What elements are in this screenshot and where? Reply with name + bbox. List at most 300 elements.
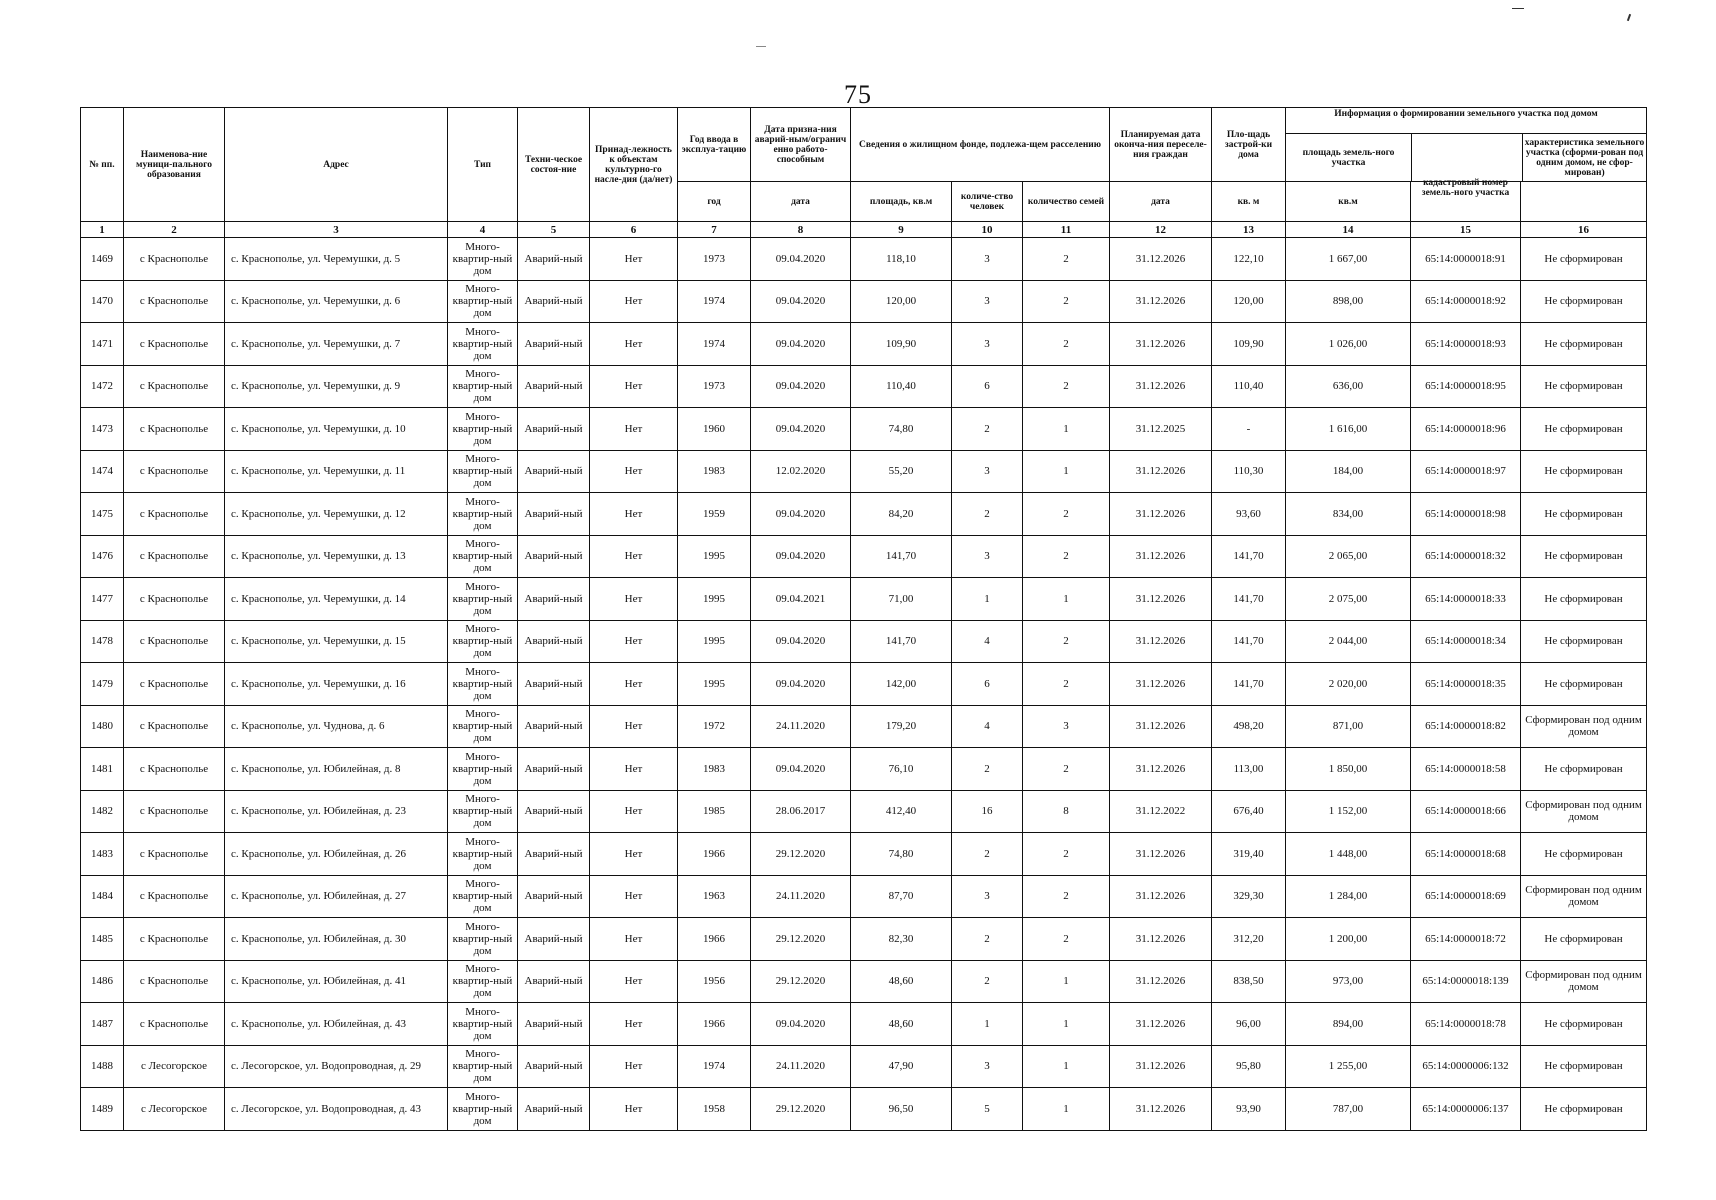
land-area-cell: 184,00 (1286, 450, 1411, 493)
municipality-cell: с Краснополье (124, 323, 225, 366)
families-cell: 2 (1023, 918, 1110, 961)
cadastral-number-cell: 65:14:0000018:58 (1411, 748, 1521, 791)
heritage-cell: Нет (590, 875, 678, 918)
emergency-date-cell: 29.12.2020 (751, 960, 851, 1003)
type-cell: Много-квартир-ный дом (448, 960, 518, 1003)
area-cell: 110,40 (851, 365, 952, 408)
emergency-date-cell: 09.04.2020 (751, 408, 851, 451)
land-characteristic-cell: Не сформирован (1521, 535, 1647, 578)
area-cell: 141,70 (851, 535, 952, 578)
address-cell: с. Краснополье, ул. Черемушки, д. 10 (225, 408, 448, 451)
row-number-cell: 1483 (81, 833, 124, 876)
scan-mark (1512, 8, 1524, 9)
area-cell: 84,20 (851, 493, 952, 536)
state-cell: Аварий-ный (518, 663, 590, 706)
cadastral-number-cell: 65:14:0000018:32 (1411, 535, 1521, 578)
land-characteristic-cell: Не сформирован (1521, 1003, 1647, 1046)
municipality-cell: с Краснополье (124, 833, 225, 876)
state-cell: Аварий-ный (518, 960, 590, 1003)
municipality-cell: с Краснополье (124, 280, 225, 323)
emergency-date-cell: 09.04.2020 (751, 365, 851, 408)
row-number-cell: 1484 (81, 875, 124, 918)
land-characteristic-cell: Не сформирован (1521, 578, 1647, 621)
cadastral-number-cell: 65:14:0000018:66 (1411, 790, 1521, 833)
resettlement-date-cell: 31.12.2026 (1110, 663, 1212, 706)
row-number-cell: 1489 (81, 1088, 124, 1131)
land-area-cell: 2 075,00 (1286, 578, 1411, 621)
municipality-cell: с Краснополье (124, 875, 225, 918)
built-area-cell: 110,30 (1212, 450, 1286, 493)
column-number: 10 (952, 222, 1023, 238)
land-area-cell: 1 200,00 (1286, 918, 1411, 961)
families-cell: 1 (1023, 578, 1110, 621)
column-number: 8 (751, 222, 851, 238)
emergency-date-cell: 09.04.2020 (751, 663, 851, 706)
land-characteristic-cell: Не сформирован (1521, 280, 1647, 323)
resettlement-date-cell: 31.12.2026 (1110, 1003, 1212, 1046)
register-table (80, 107, 1647, 1131)
table-row (81, 535, 1647, 578)
families-cell: 1 (1023, 960, 1110, 1003)
land-characteristic-cell: Не сформирован (1521, 323, 1647, 366)
type-cell: Много-квартир-ный дом (448, 280, 518, 323)
state-cell: Аварий-ный (518, 280, 590, 323)
table-row (81, 833, 1647, 876)
people-cell: 2 (952, 493, 1023, 536)
row-number-cell: 1486 (81, 960, 124, 1003)
land-area-cell: 1 026,00 (1286, 323, 1411, 366)
area-cell: 120,00 (851, 280, 952, 323)
municipality-cell: с Краснополье (124, 960, 225, 1003)
land-area-cell: 2 044,00 (1286, 620, 1411, 663)
row-number-cell: 1471 (81, 323, 124, 366)
families-cell: 1 (1023, 1003, 1110, 1046)
year-cell: 1966 (678, 833, 751, 876)
families-cell: 2 (1023, 833, 1110, 876)
type-cell: Много-квартир-ный дом (448, 450, 518, 493)
row-number-cell: 1477 (81, 578, 124, 621)
municipality-cell: с Краснополье (124, 790, 225, 833)
resettlement-date-cell: 31.12.2026 (1110, 960, 1212, 1003)
table-row (81, 578, 1647, 621)
built-area-cell: 329,30 (1212, 875, 1286, 918)
state-cell: Аварий-ный (518, 535, 590, 578)
resettlement-date-cell: 31.12.2026 (1110, 1088, 1212, 1131)
built-area-cell: 676,40 (1212, 790, 1286, 833)
land-characteristic-cell: Сформирован под одним домом (1521, 960, 1647, 1003)
state-cell: Аварий-ный (518, 365, 590, 408)
land-area-cell: 894,00 (1286, 1003, 1411, 1046)
area-cell: 141,70 (851, 620, 952, 663)
heritage-cell: Нет (590, 578, 678, 621)
heritage-cell: Нет (590, 663, 678, 706)
people-cell: 3 (952, 535, 1023, 578)
cadastral-number-cell: 65:14:0000018:69 (1411, 875, 1521, 918)
year-cell: 1974 (678, 323, 751, 366)
municipality-cell: с Краснополье (124, 238, 225, 281)
year-cell: 1995 (678, 578, 751, 621)
row-number-cell: 1472 (81, 365, 124, 408)
people-cell: 3 (952, 450, 1023, 493)
state-cell: Аварий-ный (518, 875, 590, 918)
column-number: 3 (225, 222, 448, 238)
year-cell: 1966 (678, 918, 751, 961)
cadastral-number-cell: 65:14:0000018:95 (1411, 365, 1521, 408)
land-characteristic-cell: Не сформирован (1521, 493, 1647, 536)
people-cell: 1 (952, 578, 1023, 621)
address-cell: с. Краснополье, ул. Юбилейная, д. 27 (225, 875, 448, 918)
year-cell: 1974 (678, 280, 751, 323)
people-cell: 2 (952, 408, 1023, 451)
heritage-cell: Нет (590, 748, 678, 791)
year-cell: 1960 (678, 408, 751, 451)
type-cell: Много-квартир-ный дом (448, 705, 518, 748)
built-area-cell: 95,80 (1212, 1045, 1286, 1088)
land-characteristic-cell: Не сформирован (1521, 1088, 1647, 1131)
families-cell: 2 (1023, 280, 1110, 323)
resettlement-date-cell: 31.12.2026 (1110, 1045, 1212, 1088)
built-area-cell: 312,20 (1212, 918, 1286, 961)
land-characteristic-cell: Не сформирован (1521, 450, 1647, 493)
address-cell: с. Краснополье, ул. Черемушки, д. 7 (225, 323, 448, 366)
header-characteristic-sub (1521, 182, 1647, 222)
emergency-date-cell: 29.12.2020 (751, 833, 851, 876)
heritage-cell: Нет (590, 280, 678, 323)
built-area-cell: 93,90 (1212, 1088, 1286, 1131)
land-area-cell: 1 850,00 (1286, 748, 1411, 791)
land-characteristic-cell: Не сформирован (1521, 620, 1647, 663)
land-area-cell: 1 448,00 (1286, 833, 1411, 876)
municipality-cell: с Краснополье (124, 535, 225, 578)
land-area-cell: 2 020,00 (1286, 663, 1411, 706)
address-cell: с. Лесогорское, ул. Водопроводная, д. 29 (225, 1045, 448, 1088)
families-cell: 1 (1023, 450, 1110, 493)
resettlement-date-cell: 31.12.2026 (1110, 918, 1212, 961)
table-row (81, 238, 1647, 281)
header-heritage: Принад-лежность к объектам культурно-го насле-дия (да/нет) (590, 108, 678, 222)
resettlement-date-cell: 31.12.2026 (1110, 748, 1212, 791)
header-families: количество семей (1023, 182, 1110, 222)
year-cell: 1983 (678, 450, 751, 493)
municipality-cell: с Краснополье (124, 620, 225, 663)
type-cell: Много-квартир-ный дом (448, 1088, 518, 1131)
resettlement-date-cell: 31.12.2026 (1110, 493, 1212, 536)
families-cell: 8 (1023, 790, 1110, 833)
header-land-area: площадь земель-ного участка (1286, 134, 1412, 181)
families-cell: 2 (1023, 323, 1110, 366)
cadastral-number-cell: 65:14:0000018:78 (1411, 1003, 1521, 1046)
area-cell: 48,60 (851, 960, 952, 1003)
municipality-cell: с Краснополье (124, 918, 225, 961)
header-type: Тип (448, 108, 518, 222)
resettlement-date-cell: 31.12.2026 (1110, 238, 1212, 281)
families-cell: 2 (1023, 493, 1110, 536)
resettlement-date-cell: 31.12.2025 (1110, 408, 1212, 451)
area-cell: 47,90 (851, 1045, 952, 1088)
land-characteristic-cell: Не сформирован (1521, 365, 1647, 408)
municipality-cell: с Краснополье (124, 365, 225, 408)
row-number-cell: 1480 (81, 705, 124, 748)
table-row (81, 875, 1647, 918)
type-cell: Много-квартир-ный дом (448, 875, 518, 918)
land-characteristic-cell: Не сформирован (1521, 238, 1647, 281)
address-cell: с. Краснополье, ул. Юбилейная, д. 26 (225, 833, 448, 876)
year-cell: 1963 (678, 875, 751, 918)
cadastral-number-cell: 65:14:0000018:34 (1411, 620, 1521, 663)
year-cell: 1973 (678, 365, 751, 408)
table-row (81, 705, 1647, 748)
built-area-cell: 122,10 (1212, 238, 1286, 281)
families-cell: 2 (1023, 663, 1110, 706)
resettlement-date-cell: 31.12.2026 (1110, 578, 1212, 621)
column-number: 5 (518, 222, 590, 238)
built-area-cell: 141,70 (1212, 578, 1286, 621)
heritage-cell: Нет (590, 1045, 678, 1088)
year-cell: 1995 (678, 535, 751, 578)
resettlement-date-cell: 31.12.2026 (1110, 450, 1212, 493)
built-area-cell: 141,70 (1212, 535, 1286, 578)
resettlement-date-cell: 31.12.2026 (1110, 705, 1212, 748)
people-cell: 2 (952, 960, 1023, 1003)
land-characteristic-cell: Сформирован под одним домом (1521, 705, 1647, 748)
municipality-cell: с Краснополье (124, 493, 225, 536)
land-characteristic-cell: Не сформирован (1521, 833, 1647, 876)
people-cell: 3 (952, 280, 1023, 323)
address-cell: с. Краснополье, ул. Черемушки, д. 14 (225, 578, 448, 621)
cadastral-number-cell: 65:14:0000018:97 (1411, 450, 1521, 493)
type-cell: Много-квартир-ный дом (448, 535, 518, 578)
area-cell: 74,80 (851, 833, 952, 876)
resettlement-date-cell: 31.12.2026 (1110, 875, 1212, 918)
built-area-cell: 93,60 (1212, 493, 1286, 536)
heritage-cell: Нет (590, 323, 678, 366)
state-cell: Аварий-ный (518, 450, 590, 493)
people-cell: 16 (952, 790, 1023, 833)
emergency-date-cell: 24.11.2020 (751, 875, 851, 918)
row-number-cell: 1479 (81, 663, 124, 706)
families-cell: 1 (1023, 1088, 1110, 1131)
year-cell: 1995 (678, 620, 751, 663)
address-cell: с. Краснополье, ул. Черемушки, д. 5 (225, 238, 448, 281)
land-area-cell: 973,00 (1286, 960, 1411, 1003)
type-cell: Много-квартир-ный дом (448, 663, 518, 706)
address-cell: с. Краснополье, ул. Юбилейная, д. 8 (225, 748, 448, 791)
cadastral-number-cell: 65:14:0000018:92 (1411, 280, 1521, 323)
header-emergency-date: Дата призна-ния аварий-ным/огранич енно работо-способным (751, 108, 851, 182)
area-cell: 71,00 (851, 578, 952, 621)
row-number-cell: 1475 (81, 493, 124, 536)
resettlement-date-cell: 31.12.2026 (1110, 365, 1212, 408)
cadastral-number-cell: 65:14:0000018:33 (1411, 578, 1521, 621)
scan-mark (1627, 14, 1631, 21)
year-cell: 1995 (678, 663, 751, 706)
column-number: 7 (678, 222, 751, 238)
resettlement-date-cell: 31.12.2026 (1110, 620, 1212, 663)
resettlement-date-cell: 31.12.2026 (1110, 323, 1212, 366)
cadastral-number-cell: 65:14:0000006:132 (1411, 1045, 1521, 1088)
address-cell: с. Краснополье, ул. Черемушки, д. 15 (225, 620, 448, 663)
cadastral-number-cell: 65:14:0000018:82 (1411, 705, 1521, 748)
state-cell: Аварий-ный (518, 578, 590, 621)
column-number: 13 (1212, 222, 1286, 238)
table-row (81, 450, 1647, 493)
resettlement-date-cell: 31.12.2026 (1110, 535, 1212, 578)
heritage-cell: Нет (590, 1003, 678, 1046)
address-cell: с. Краснополье, ул. Юбилейная, д. 23 (225, 790, 448, 833)
row-number-cell: 1481 (81, 748, 124, 791)
column-numbers-row (81, 222, 1647, 238)
heritage-cell: Нет (590, 918, 678, 961)
municipality-cell: с Краснополье (124, 663, 225, 706)
emergency-date-cell: 28.06.2017 (751, 790, 851, 833)
type-cell: Много-квартир-ный дом (448, 365, 518, 408)
heritage-cell: Нет (590, 790, 678, 833)
type-cell: Много-квартир-ный дом (448, 408, 518, 451)
municipality-cell: с Краснополье (124, 1003, 225, 1046)
state-cell: Аварий-ный (518, 408, 590, 451)
area-cell: 412,40 (851, 790, 952, 833)
header-built-area: Пло-щадь застрой-ки дома (1212, 108, 1286, 182)
column-number: 9 (851, 222, 952, 238)
type-cell: Много-квартир-ный дом (448, 620, 518, 663)
cadastral-number-cell: 65:14:0000006:137 (1411, 1088, 1521, 1131)
area-cell: 48,60 (851, 1003, 952, 1046)
land-characteristic-cell: Не сформирован (1521, 918, 1647, 961)
area-cell: 74,80 (851, 408, 952, 451)
type-cell: Много-квартир-ный дом (448, 578, 518, 621)
land-characteristic-cell: Не сформирован (1521, 408, 1647, 451)
families-cell: 1 (1023, 408, 1110, 451)
address-cell: с. Краснополье, ул. Юбилейная, д. 41 (225, 960, 448, 1003)
emergency-date-cell: 24.11.2020 (751, 705, 851, 748)
cadastral-number-cell: 65:14:0000018:35 (1411, 663, 1521, 706)
address-cell: с. Краснополье, ул. Черемушки, д. 16 (225, 663, 448, 706)
families-cell: 2 (1023, 365, 1110, 408)
header-year: Год ввода в эксплуа-тацию (678, 108, 751, 182)
state-cell: Аварий-ный (518, 620, 590, 663)
year-cell: 1966 (678, 1003, 751, 1046)
column-number: 15 (1411, 222, 1521, 238)
people-cell: 3 (952, 238, 1023, 281)
state-cell: Аварий-ный (518, 238, 590, 281)
state-cell: Аварий-ный (518, 918, 590, 961)
heritage-cell: Нет (590, 705, 678, 748)
families-cell: 1 (1023, 1045, 1110, 1088)
row-number-cell: 1476 (81, 535, 124, 578)
people-cell: 6 (952, 663, 1023, 706)
address-cell: с. Краснополье, ул. Черемушки, д. 13 (225, 535, 448, 578)
row-number-cell: 1487 (81, 1003, 124, 1046)
land-area-cell: 1 152,00 (1286, 790, 1411, 833)
built-area-cell: 838,50 (1212, 960, 1286, 1003)
heritage-cell: Нет (590, 1088, 678, 1131)
emergency-date-cell: 09.04.2020 (751, 535, 851, 578)
header-date-sub: дата (751, 182, 851, 222)
built-area-cell: 498,20 (1212, 705, 1286, 748)
heritage-cell: Нет (590, 620, 678, 663)
address-cell: с. Краснополье, ул. Черемушки, д. 9 (225, 365, 448, 408)
cadastral-number-cell: 65:14:0000018:139 (1411, 960, 1521, 1003)
address-cell: с. Краснополье, ул. Черемушки, д. 6 (225, 280, 448, 323)
column-number: 11 (1023, 222, 1110, 238)
table-row (81, 960, 1647, 1003)
families-cell: 3 (1023, 705, 1110, 748)
emergency-date-cell: 12.02.2020 (751, 450, 851, 493)
people-cell: 4 (952, 620, 1023, 663)
people-cell: 6 (952, 365, 1023, 408)
built-area-cell: 109,90 (1212, 323, 1286, 366)
land-area-cell: 898,00 (1286, 280, 1411, 323)
emergency-date-cell: 09.04.2020 (751, 323, 851, 366)
built-area-cell: - (1212, 408, 1286, 451)
table-row (81, 1045, 1647, 1088)
state-cell: Аварий-ный (518, 323, 590, 366)
area-cell: 87,70 (851, 875, 952, 918)
header-technical-state: Техни-ческое состоя-ние (518, 108, 590, 222)
type-cell: Много-квартир-ный дом (448, 748, 518, 791)
emergency-date-cell: 24.11.2020 (751, 1045, 851, 1088)
row-number-cell: 1488 (81, 1045, 124, 1088)
heritage-cell: Нет (590, 960, 678, 1003)
header-resettle-sub: дата (1110, 182, 1212, 222)
table-row (81, 790, 1647, 833)
emergency-date-cell: 09.04.2021 (751, 578, 851, 621)
header-people: количе-ство человек (952, 182, 1023, 222)
column-number: 1 (81, 222, 124, 238)
built-area-cell: 319,40 (1212, 833, 1286, 876)
column-number: 14 (1286, 222, 1411, 238)
address-cell: с. Краснополье, ул. Черемушки, д. 12 (225, 493, 448, 536)
people-cell: 4 (952, 705, 1023, 748)
table-row (81, 323, 1647, 366)
row-number-cell: 1474 (81, 450, 124, 493)
area-cell: 142,00 (851, 663, 952, 706)
table-row (81, 408, 1647, 451)
cadastral-number-cell: 65:14:0000018:96 (1411, 408, 1521, 451)
land-area-cell: 1 667,00 (1286, 238, 1411, 281)
address-cell: с. Краснополье, ул. Юбилейная, д. 43 (225, 1003, 448, 1046)
land-area-cell: 871,00 (1286, 705, 1411, 748)
emergency-date-cell: 09.04.2020 (751, 493, 851, 536)
page-number: 75 (844, 80, 872, 109)
heritage-cell: Нет (590, 833, 678, 876)
municipality-cell: с Лесогорское (124, 1045, 225, 1088)
municipality-cell: с Краснополье (124, 748, 225, 791)
land-area-cell: 1 255,00 (1286, 1045, 1411, 1088)
type-cell: Много-квартир-ный дом (448, 238, 518, 281)
heritage-cell: Нет (590, 408, 678, 451)
type-cell: Много-квартир-ный дом (448, 323, 518, 366)
land-characteristic-cell: Не сформирован (1521, 663, 1647, 706)
families-cell: 2 (1023, 875, 1110, 918)
type-cell: Много-квартир-ный дом (448, 918, 518, 961)
land-area-cell: 834,00 (1286, 493, 1411, 536)
table-row (81, 1088, 1647, 1131)
land-area-cell: 787,00 (1286, 1088, 1411, 1131)
address-cell: с. Лесогорское, ул. Водопроводная, д. 43 (225, 1088, 448, 1131)
resettlement-date-cell: 31.12.2026 (1110, 833, 1212, 876)
column-number: 4 (448, 222, 518, 238)
year-cell: 1985 (678, 790, 751, 833)
heritage-cell: Нет (590, 365, 678, 408)
cadastral-number-cell: 65:14:0000018:98 (1411, 493, 1521, 536)
column-number: 16 (1521, 222, 1647, 238)
table-row (81, 280, 1647, 323)
table-row (81, 365, 1647, 408)
people-cell: 2 (952, 833, 1023, 876)
emergency-date-cell: 09.04.2020 (751, 620, 851, 663)
type-cell: Много-квартир-ный дом (448, 1045, 518, 1088)
